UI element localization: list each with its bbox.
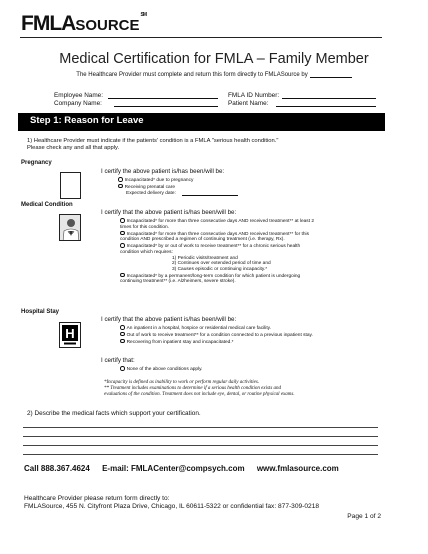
company-name-label: Company Name: (54, 100, 102, 107)
medical-sub-3: 3) Causes episodic or continuing incapacity.* (172, 266, 268, 272)
footnote-3: evaluations of the condition. Treatment does not include eye, dental, or routine physical exams. (104, 391, 295, 397)
none-option[interactable]: None of the above conditions apply. (120, 366, 203, 373)
medical-condition-checkbox[interactable] (59, 214, 81, 241)
contact-website[interactable]: www.fmlasource.com (256, 464, 339, 473)
employee-name-field[interactable] (108, 98, 218, 99)
radio-icon (120, 366, 125, 371)
medical-certify: I certify that the above patient is/has been/will be: (101, 209, 237, 216)
logo-source: SOURCE (75, 17, 140, 34)
logo-trademark: SM (140, 12, 147, 18)
hospital-options (120, 325, 313, 345)
hospital-certify: I certify that the above patient is/has been/will be: (101, 316, 237, 323)
medical-options (120, 218, 382, 285)
delivery-date-row: Expected delivery date: (126, 190, 176, 196)
contact-bar (24, 464, 349, 473)
none-certify: I certify that: (101, 357, 135, 364)
question-1-line2: Please check any and all that apply. (27, 145, 120, 152)
medical-sub-2: 2) Continues over extended period of time and (172, 261, 271, 267)
return-line-2: FMLASource, 455 N. Cityfront Plaza Drive, Chicago, IL 60611-5322 or confidential fax: 877-309-0218 (24, 503, 320, 510)
answer-line-2[interactable] (23, 436, 378, 437)
hospital-option-2[interactable]: Out of work to receive treatment** for a condition connected to a previous inpatient stay. (120, 332, 313, 339)
hospital-stay-label: Hospital Stay (21, 309, 60, 315)
radio-icon (120, 231, 125, 236)
medical-option-3[interactable]: Incapacitated* by or out of work to receive treatment** for a chronic serious health (120, 243, 382, 250)
doctor-icon (60, 215, 81, 241)
hospital-option-1[interactable]: An inpatient in a hospital, hospice or residential medical care facility. (120, 325, 313, 332)
delivery-date-field[interactable] (182, 195, 238, 196)
company-name-field[interactable] (114, 106, 218, 107)
pregnancy-options (118, 177, 193, 196)
hospital-icon (60, 323, 80, 347)
fmla-id-field[interactable] (282, 98, 376, 99)
footnotes (104, 380, 394, 397)
medical-sub-1: 1) Periodic visits/treatment and (172, 255, 238, 261)
radio-icon (120, 218, 125, 223)
header-rule (20, 37, 382, 38)
radio-icon (118, 184, 123, 189)
medical-option-3-cont: condition which requires: (120, 249, 173, 255)
due-date-field[interactable] (310, 72, 352, 78)
radio-icon (120, 332, 125, 337)
patient-name-field[interactable] (276, 106, 376, 107)
pregnancy-checkbox[interactable] (60, 172, 81, 199)
fmlasource-logo (21, 12, 146, 36)
form-title: Medical Certification for FMLA – Family Member (59, 51, 369, 67)
instruction-label: The Healthcare Provider must complete and return this form directly to FMLASource by (76, 72, 308, 78)
answer-line-4[interactable] (23, 454, 378, 455)
footnote-1: *Incapacity is defined as inability to work or perform regular daily activities. (104, 380, 260, 385)
medical-option-4[interactable]: Incapacitated* by a permanent/long-term condition for which patient is undergoing (120, 273, 382, 280)
answer-line-1[interactable] (23, 427, 378, 428)
radio-icon (120, 243, 125, 248)
page-number: Page 1 of 2 (347, 513, 381, 520)
footnote-2: ** Treatment includes examinations to determine if a serious health condition exists and (104, 385, 282, 391)
fmla-id-label: FMLA ID Number: (228, 92, 280, 99)
radio-icon (120, 339, 125, 344)
question-2: 2) Describe the medical facts which support your certification. (27, 410, 201, 417)
hospital-stay-checkbox[interactable] (59, 322, 81, 348)
pregnancy-label: Pregnancy (21, 160, 52, 166)
employee-name-label: Employee Name: (54, 92, 104, 99)
medical-option-4-cont: continuing treatment** (i.e. Alzheimers, severe stroke). (120, 279, 236, 285)
instruction-text (0, 72, 428, 78)
answer-line-3[interactable] (23, 445, 378, 446)
hospital-icon-letter: H (65, 326, 75, 341)
patient-name-label: Patient Name: (228, 100, 269, 107)
hospital-option-3[interactable]: Recovering from inpatient stay and incapacitated.* (120, 339, 313, 346)
contact-phone: Call 888.367.4624 (24, 464, 90, 473)
pregnancy-option-2[interactable]: Receiving prenatal care (118, 184, 193, 191)
logo-fmla: FMLA (21, 12, 76, 35)
medical-option-2[interactable]: Incapacitated* for more than three consecutive days AND received treatment** for this (120, 231, 382, 238)
medical-option-2-cont: condition AND prescribed a regimen of continuing treatment (i.e. therapy, Rx). (120, 237, 285, 243)
pregnancy-option-1[interactable]: Incapacitated* due to pregnancy (118, 177, 193, 184)
question-1 (27, 138, 387, 152)
radio-icon (120, 325, 125, 330)
medical-option-1-cont: times for this condition. (120, 224, 170, 230)
medical-condition-label: Medical Condition (21, 202, 73, 208)
pregnancy-certify: I certify the above patient is/has been/will be: (101, 168, 225, 175)
question-1-line1: 1) Healthcare Provider must indicate if the patients' condition is a FMLA "serious health condition." (27, 138, 279, 144)
radio-icon (118, 177, 123, 182)
return-line-1: Healthcare Provider please return form directly to: (24, 495, 170, 502)
medical-option-1[interactable]: Incapacitated* for more than three consecutive days AND received treatment** at least 2 (120, 218, 382, 225)
radio-icon (120, 273, 125, 278)
step1-header: Step 1: Reason for Leave (18, 113, 385, 131)
contact-email[interactable]: E-mail: FMLACenter@compsych.com (102, 464, 245, 473)
return-info (24, 495, 319, 511)
